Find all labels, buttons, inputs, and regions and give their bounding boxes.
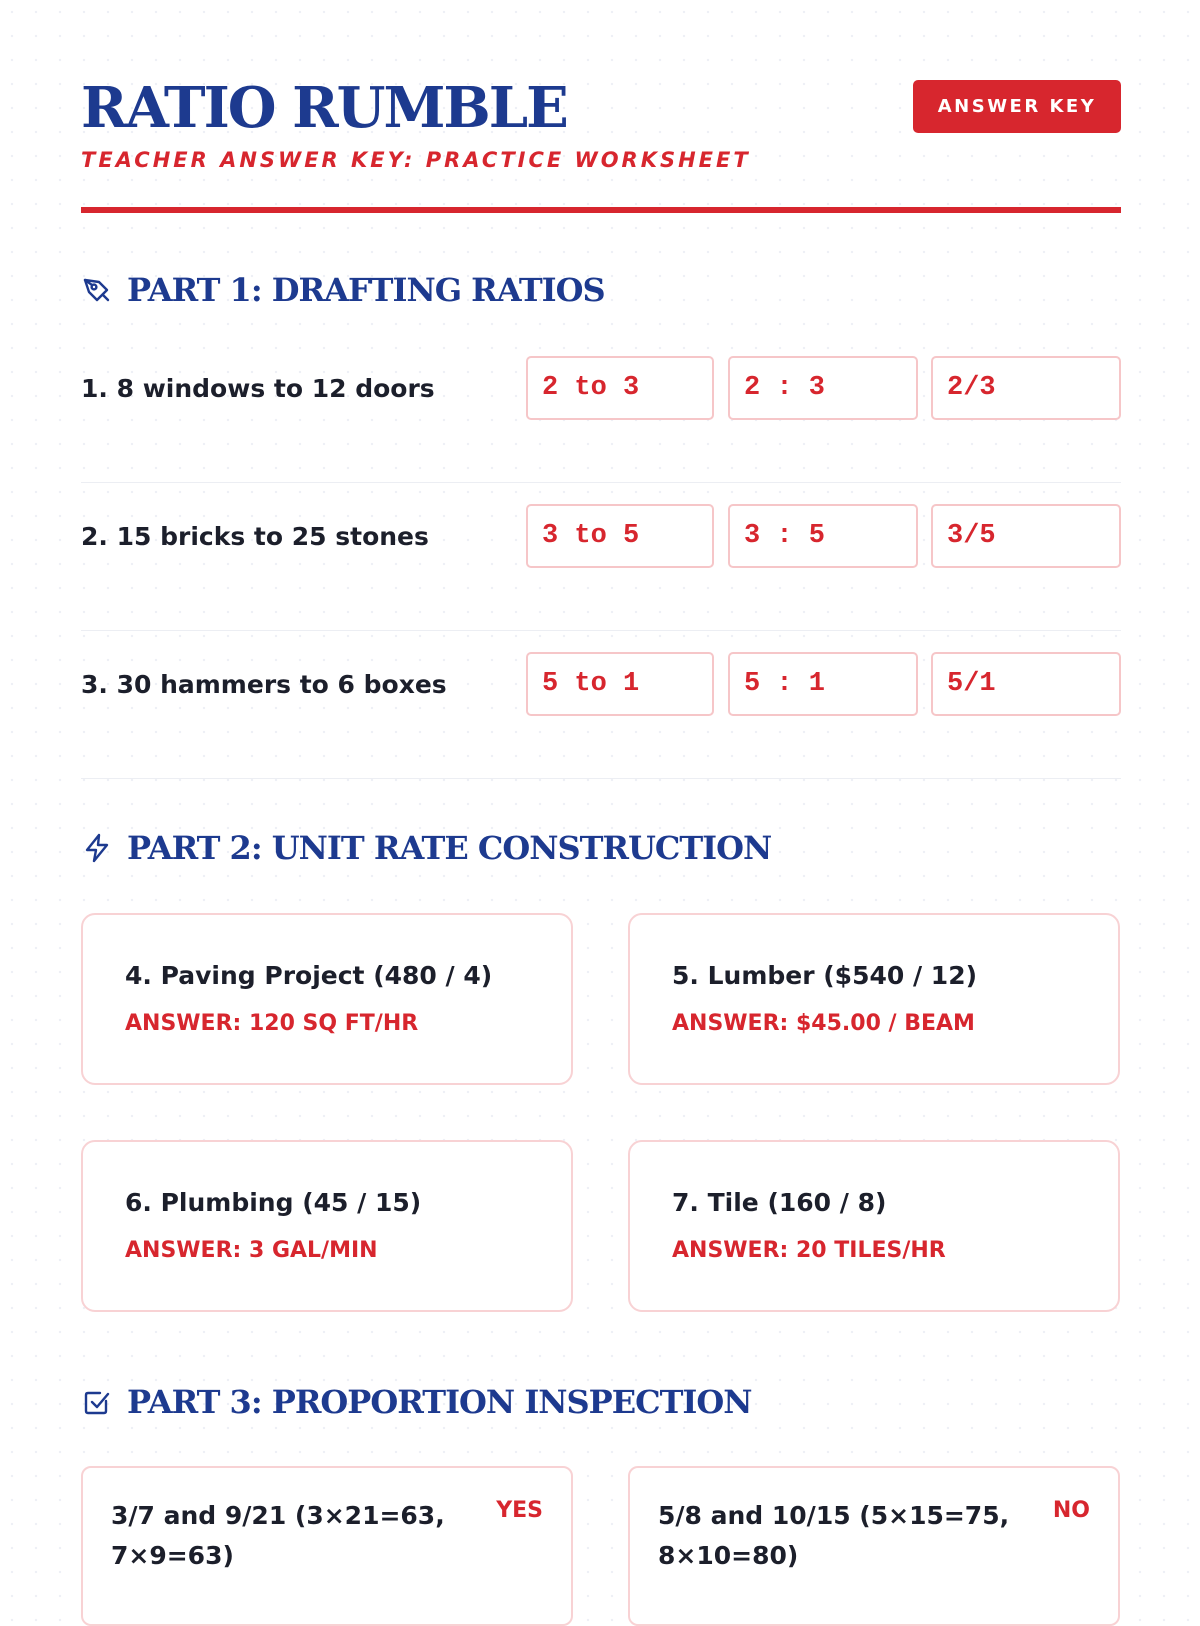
proportion-question: 3/7 and 9/21 (3×21=63, 7×9=63) bbox=[111, 1501, 445, 1570]
pen-nib-icon bbox=[81, 274, 113, 306]
worksheet-header bbox=[81, 0, 1121, 214]
proportion-verdict: YES bbox=[496, 1498, 543, 1523]
ratio-colon-answer[interactable]: 5 : 1 bbox=[728, 652, 918, 716]
unit-rate-question: 7. Tile (160 / 8) bbox=[672, 1188, 887, 1217]
proportion-verdict: NO bbox=[1052, 1498, 1090, 1523]
proportion-card bbox=[81, 1466, 573, 1626]
part2-heading: PART 2: UNIT RATE CONSTRUCTION bbox=[127, 829, 772, 867]
ratio-fraction-answer[interactable]: 2/3 bbox=[931, 356, 1121, 420]
ratio-fraction-answer[interactable]: 5/1 bbox=[931, 652, 1121, 716]
checkbox-icon bbox=[81, 1386, 113, 1418]
answer-key-button[interactable]: ANSWER KEY bbox=[913, 80, 1121, 133]
unit-rate-question: 5. Lumber ($540 / 12) bbox=[672, 961, 978, 990]
unit-rate-question: 4. Paving Project (480 / 4) bbox=[125, 961, 493, 990]
ratio-question: 2. 15 bricks to 25 stones bbox=[81, 522, 429, 551]
unit-rate-answer: ANSWER: 120 SQ FT/HR bbox=[125, 1011, 419, 1036]
part3-heading-row bbox=[81, 1380, 751, 1424]
unit-rate-answer: ANSWER: 3 GAL/MIN bbox=[125, 1238, 378, 1263]
ratio-colon-answer[interactable]: 3 : 5 bbox=[728, 504, 918, 568]
ratio-word-answer[interactable]: 5 to 1 bbox=[526, 652, 714, 716]
ratio-question: 1. 8 windows to 12 doors bbox=[81, 374, 435, 403]
unit-rate-card bbox=[81, 1140, 573, 1312]
unit-rate-card bbox=[81, 913, 573, 1085]
unit-rate-answer: ANSWER: 20 TILES/HR bbox=[672, 1238, 946, 1263]
part1-heading: PART 1: DRAFTING RATIOS bbox=[127, 271, 605, 309]
ratio-row bbox=[81, 630, 1121, 779]
header-divider bbox=[81, 207, 1121, 213]
unit-rate-card bbox=[628, 1140, 1120, 1312]
ratio-question: 3. 30 hammers to 6 boxes bbox=[81, 670, 447, 699]
unit-rate-question: 6. Plumbing (45 / 15) bbox=[125, 1188, 422, 1217]
page-subtitle: TEACHER ANSWER KEY: PRACTICE WORKSHEET bbox=[81, 148, 751, 172]
lightning-bolt-icon bbox=[81, 832, 113, 864]
ratio-word-answer[interactable]: 3 to 5 bbox=[526, 504, 714, 568]
part1-heading-row bbox=[81, 268, 605, 312]
part2-heading-row bbox=[81, 826, 771, 870]
part3-heading: PART 3: PROPORTION INSPECTION bbox=[127, 1383, 752, 1421]
ratio-row bbox=[81, 334, 1121, 483]
proportion-card bbox=[628, 1466, 1120, 1626]
ratio-word-answer[interactable]: 2 to 3 bbox=[526, 356, 714, 420]
unit-rate-card bbox=[628, 913, 1120, 1085]
page-title: RATIO RUMBLE bbox=[81, 75, 567, 141]
unit-rate-answer: ANSWER: $45.00 / BEAM bbox=[672, 1011, 975, 1036]
ratio-fraction-answer[interactable]: 3/5 bbox=[931, 504, 1121, 568]
ratio-colon-answer[interactable]: 2 : 3 bbox=[728, 356, 918, 420]
ratio-row bbox=[81, 482, 1121, 631]
worksheet-page bbox=[81, 0, 1121, 1570]
proportion-question: 5/8 and 10/15 (5×15=75, 8×10=80) bbox=[658, 1501, 1010, 1570]
